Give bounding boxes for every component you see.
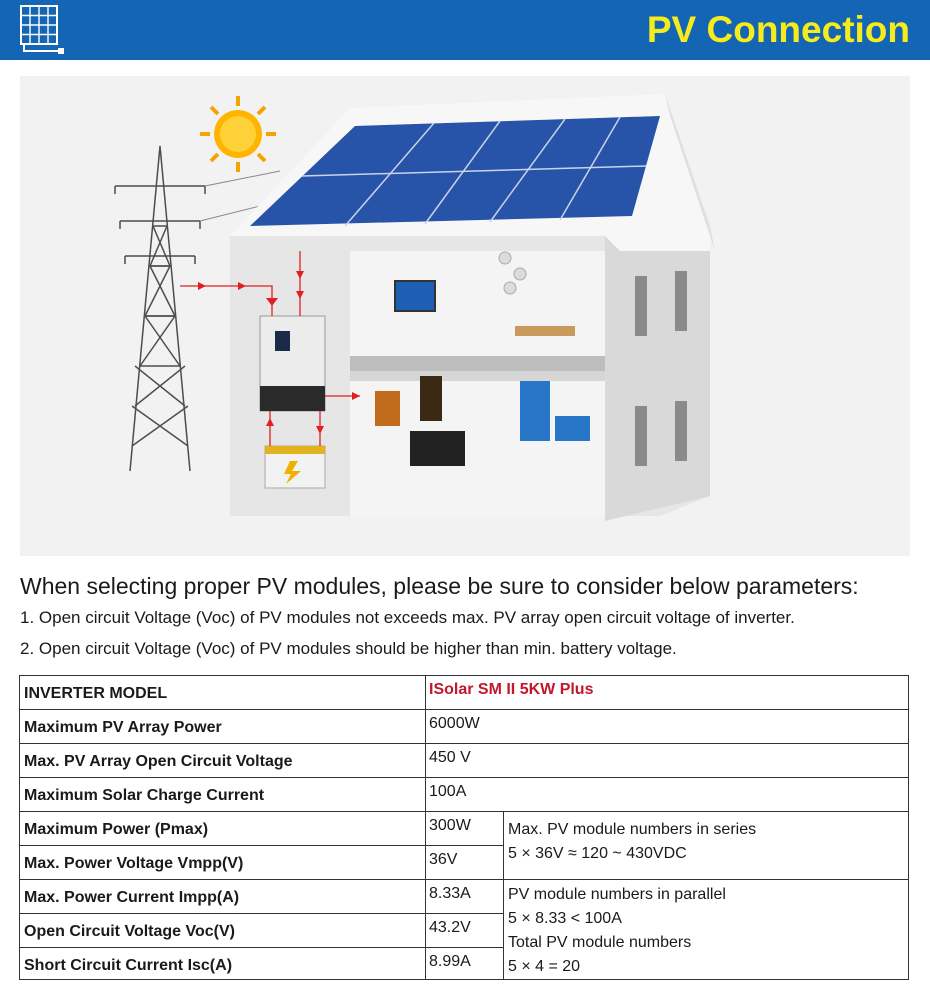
parallel-note-line: PV module numbers in parallel xyxy=(508,886,726,903)
parallel-note-line: 5 × 8.33 < 100A xyxy=(508,910,622,927)
table-row-value: 8.99A xyxy=(426,948,504,980)
pv-system-diagram xyxy=(20,76,910,556)
intro-point-2: 2. Open circuit Voltage (Voc) of PV modules should be higher than min. battery voltage. xyxy=(20,639,677,658)
parallel-note-line: Total PV module numbers xyxy=(508,934,692,951)
series-note-line: Max. PV module numbers in series xyxy=(508,821,757,838)
header-bar xyxy=(0,0,930,60)
table-row-label: Maximum Solar Charge Current xyxy=(20,778,426,812)
house-illustration xyxy=(20,76,910,556)
table-row-label: Open Circuit Voltage Voc(V) xyxy=(20,914,426,948)
sun-icon xyxy=(200,96,276,172)
table-row-label: Max. Power Current Impp(A) xyxy=(20,880,426,914)
table-row-value: 6000W xyxy=(426,710,909,744)
solar-panel-icon xyxy=(18,4,66,56)
intro-heading: When selecting proper PV modules, please be sure to consider below parameters: xyxy=(20,573,859,599)
intro-point-1: 1. Open circuit Voltage (Voc) of PV modules not exceeds max. PV array open circuit voltage of inverter. xyxy=(20,608,795,627)
page-title: PV Connection xyxy=(646,9,910,50)
battery-icon xyxy=(265,446,325,488)
table-row-value: 300W xyxy=(426,812,504,846)
table-row-label: Max. Power Voltage Vmpp(V) xyxy=(20,846,426,880)
table-row-label: Short Circuit Current Isc(A) xyxy=(20,948,426,980)
parallel-note-line: 5 × 4 = 20 xyxy=(508,958,581,975)
spec-table xyxy=(19,675,909,980)
table-row-value: 36V xyxy=(426,846,504,880)
series-note xyxy=(504,812,909,880)
table-row-value: 100A xyxy=(426,778,909,812)
table-row-label: Maximum Power (Pmax) xyxy=(20,812,426,846)
inverter-icon xyxy=(260,316,325,411)
table-row-value: 8.33A xyxy=(426,880,504,914)
table-row-value: 450 V xyxy=(426,744,909,778)
solar-panels-icon xyxy=(250,116,660,226)
table-row-value: 43.2V xyxy=(426,914,504,948)
parallel-note xyxy=(504,880,909,980)
table-row-label: Max. PV Array Open Circuit Voltage xyxy=(20,744,426,778)
inverter-model-value: ISolar SM II 5KW Plus xyxy=(426,676,909,710)
table-row-label: INVERTER MODEL xyxy=(20,676,426,710)
series-note-line: 5 × 36V ≈ 120 ~ 430VDC xyxy=(508,845,687,862)
table-row-label: Maximum PV Array Power xyxy=(20,710,426,744)
